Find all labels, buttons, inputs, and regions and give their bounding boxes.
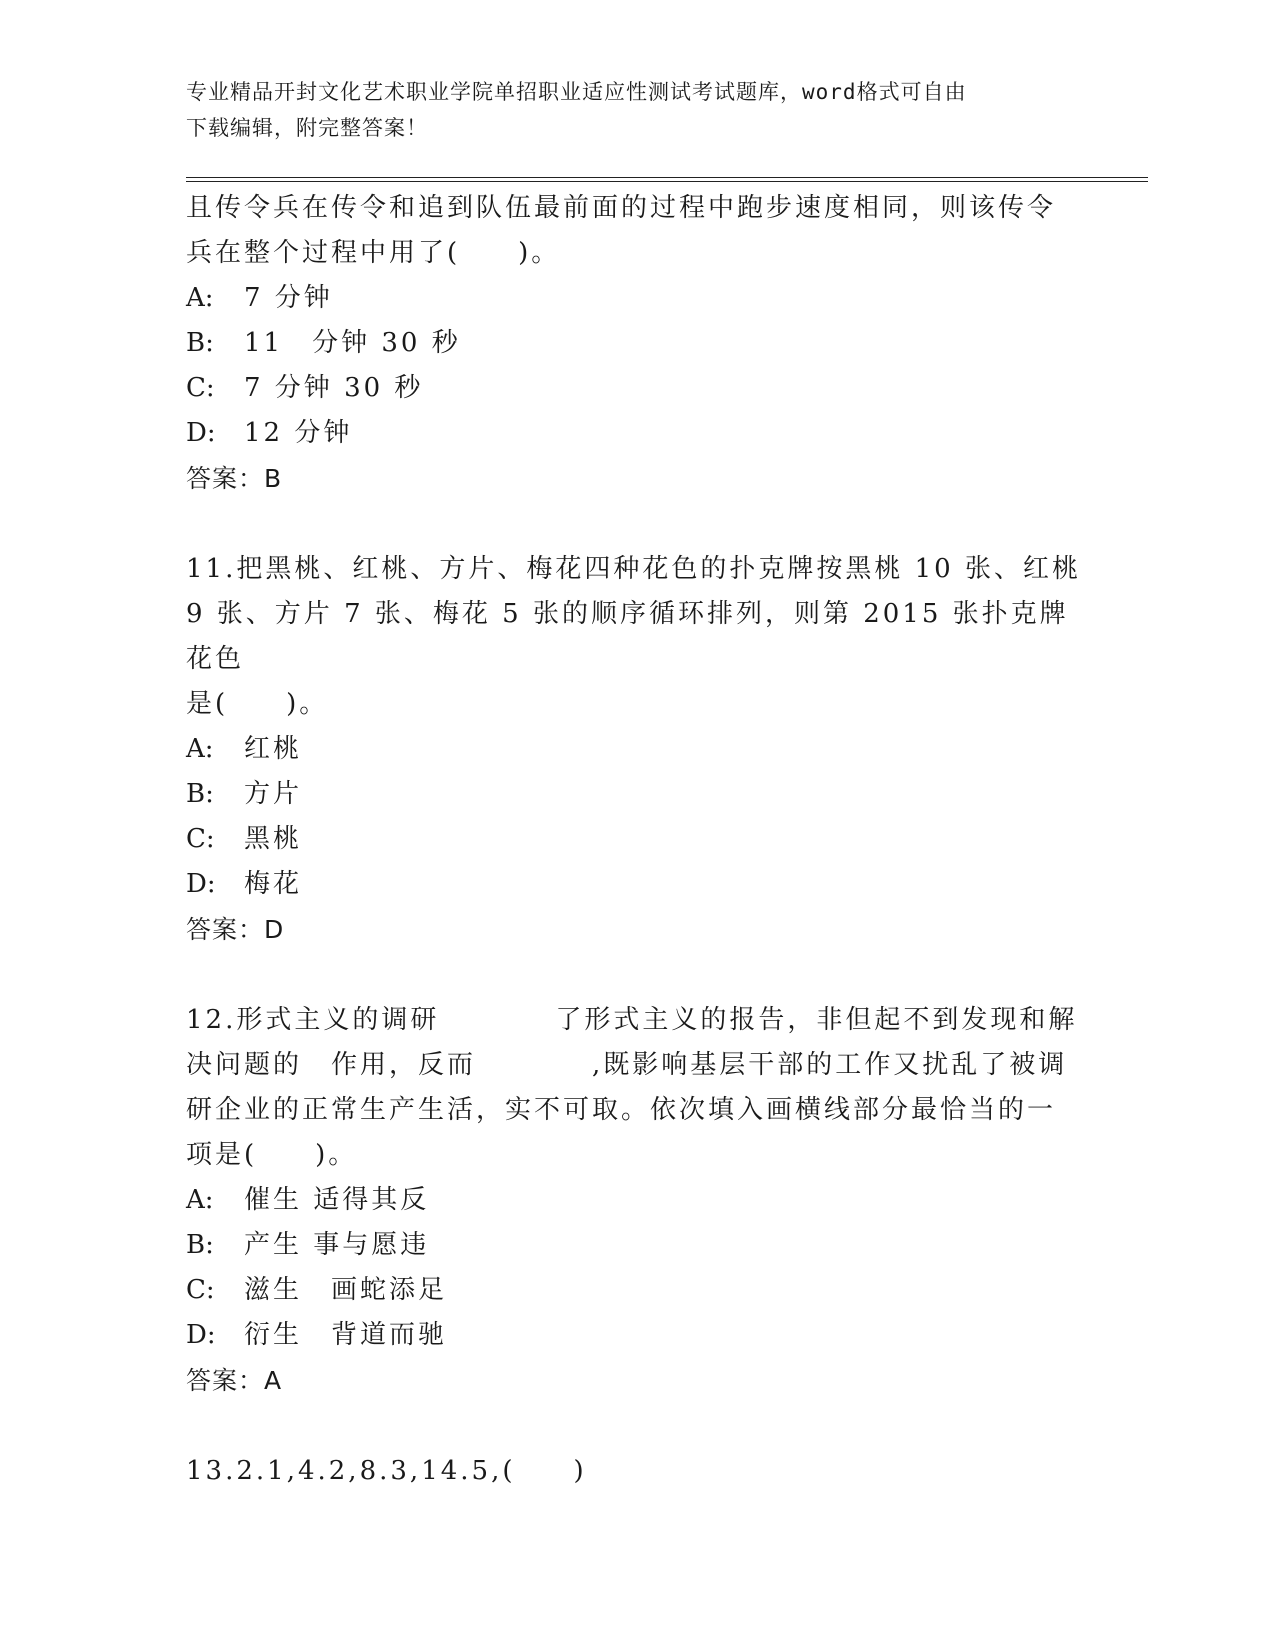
option-text: 7 分钟 bbox=[244, 283, 333, 313]
option-c bbox=[186, 817, 1086, 862]
option-key: D: bbox=[186, 418, 216, 448]
question-stem-line: 项是( )。 bbox=[186, 1140, 358, 1170]
option-text: 滋生 画蛇添足 bbox=[244, 1275, 448, 1305]
question-stem-line: 决问题的 作用，反而 ,既影响基层干部的工作又扰乱了被调 bbox=[186, 1050, 1068, 1080]
option-text: 方片 bbox=[244, 779, 303, 809]
option-d bbox=[186, 411, 1086, 456]
option-text: 12 分钟 bbox=[244, 418, 353, 448]
option-key: A: bbox=[186, 1185, 214, 1215]
option-d bbox=[186, 1313, 1086, 1358]
option-key: C: bbox=[186, 824, 215, 854]
option-key: B: bbox=[186, 328, 214, 358]
option-text: 红桃 bbox=[244, 734, 303, 764]
question-stem-line: 研企业的正常生产生活，实不可取。依次填入画横线部分最恰当的一 bbox=[186, 1095, 1057, 1125]
option-a bbox=[186, 276, 1086, 321]
question-12 bbox=[186, 998, 1086, 1403]
option-text: 产生 事与愿违 bbox=[244, 1230, 430, 1260]
option-c bbox=[186, 366, 1086, 411]
option-text: 衍生 背道而驰 bbox=[244, 1320, 448, 1350]
header-line-1: 专业精品开封文化艺术职业学院单招职业适应性测试考试题库，word格式可自由 bbox=[186, 80, 967, 104]
header-line-2: 下载编辑，附完整答案！ bbox=[186, 116, 428, 140]
option-b bbox=[186, 1223, 1086, 1268]
spacer bbox=[186, 501, 1086, 547]
option-key: C: bbox=[186, 1275, 215, 1305]
option-key: A: bbox=[186, 283, 214, 313]
option-text: 7 分钟 30 秒 bbox=[244, 373, 424, 403]
question-stem-line: 12.形式主义的调研 了形式主义的报告，非但起不到发现和解 bbox=[186, 1005, 1078, 1035]
question-stem-line: 9 张、方片 7 张、梅花 5 张的顺序循环排列，则第 2015 张扑克牌花色 bbox=[186, 599, 1069, 674]
question-stem-line: 且传令兵在传令和追到队伍最前面的过程中跑步速度相同，则该传令 bbox=[186, 193, 1057, 223]
option-text: 催生 适得其反 bbox=[244, 1185, 430, 1215]
option-key: D: bbox=[186, 869, 216, 899]
option-key: B: bbox=[186, 1230, 214, 1260]
question-list bbox=[186, 186, 1086, 1494]
option-a bbox=[186, 1178, 1086, 1223]
question-stem-line: 兵在整个过程中用了( )。 bbox=[186, 238, 561, 268]
question-13 bbox=[186, 1449, 1086, 1494]
document-header bbox=[186, 74, 1066, 146]
spacer bbox=[186, 1403, 1086, 1449]
question-11 bbox=[186, 547, 1086, 952]
question-10 bbox=[186, 186, 1086, 501]
option-d bbox=[186, 862, 1086, 907]
option-a bbox=[186, 727, 1086, 772]
option-text: 11 分钟 30 秒 bbox=[244, 328, 461, 358]
option-key: C: bbox=[186, 373, 215, 403]
option-b bbox=[186, 772, 1086, 817]
spacer bbox=[186, 952, 1086, 998]
option-key: B: bbox=[186, 779, 214, 809]
answer-line: 答案：B bbox=[186, 464, 283, 493]
answer-line: 答案：D bbox=[186, 915, 285, 944]
option-text: 黑桃 bbox=[244, 824, 303, 854]
option-key: D: bbox=[186, 1320, 216, 1350]
question-stem-line: 是( )。 bbox=[186, 689, 329, 719]
answer-line: 答案：A bbox=[186, 1366, 283, 1395]
header-divider bbox=[186, 177, 1148, 182]
option-key: A: bbox=[186, 734, 214, 764]
option-b bbox=[186, 321, 1086, 366]
option-text: 梅花 bbox=[244, 869, 303, 899]
question-stem-line: 11.把黑桃、红桃、方片、梅花四种花色的扑克牌按黑桃 10 张、红桃 bbox=[186, 554, 1081, 584]
option-c bbox=[186, 1268, 1086, 1313]
question-stem-line: 13.2.1,4.2,8.3,14.5,( ) bbox=[186, 1456, 587, 1486]
